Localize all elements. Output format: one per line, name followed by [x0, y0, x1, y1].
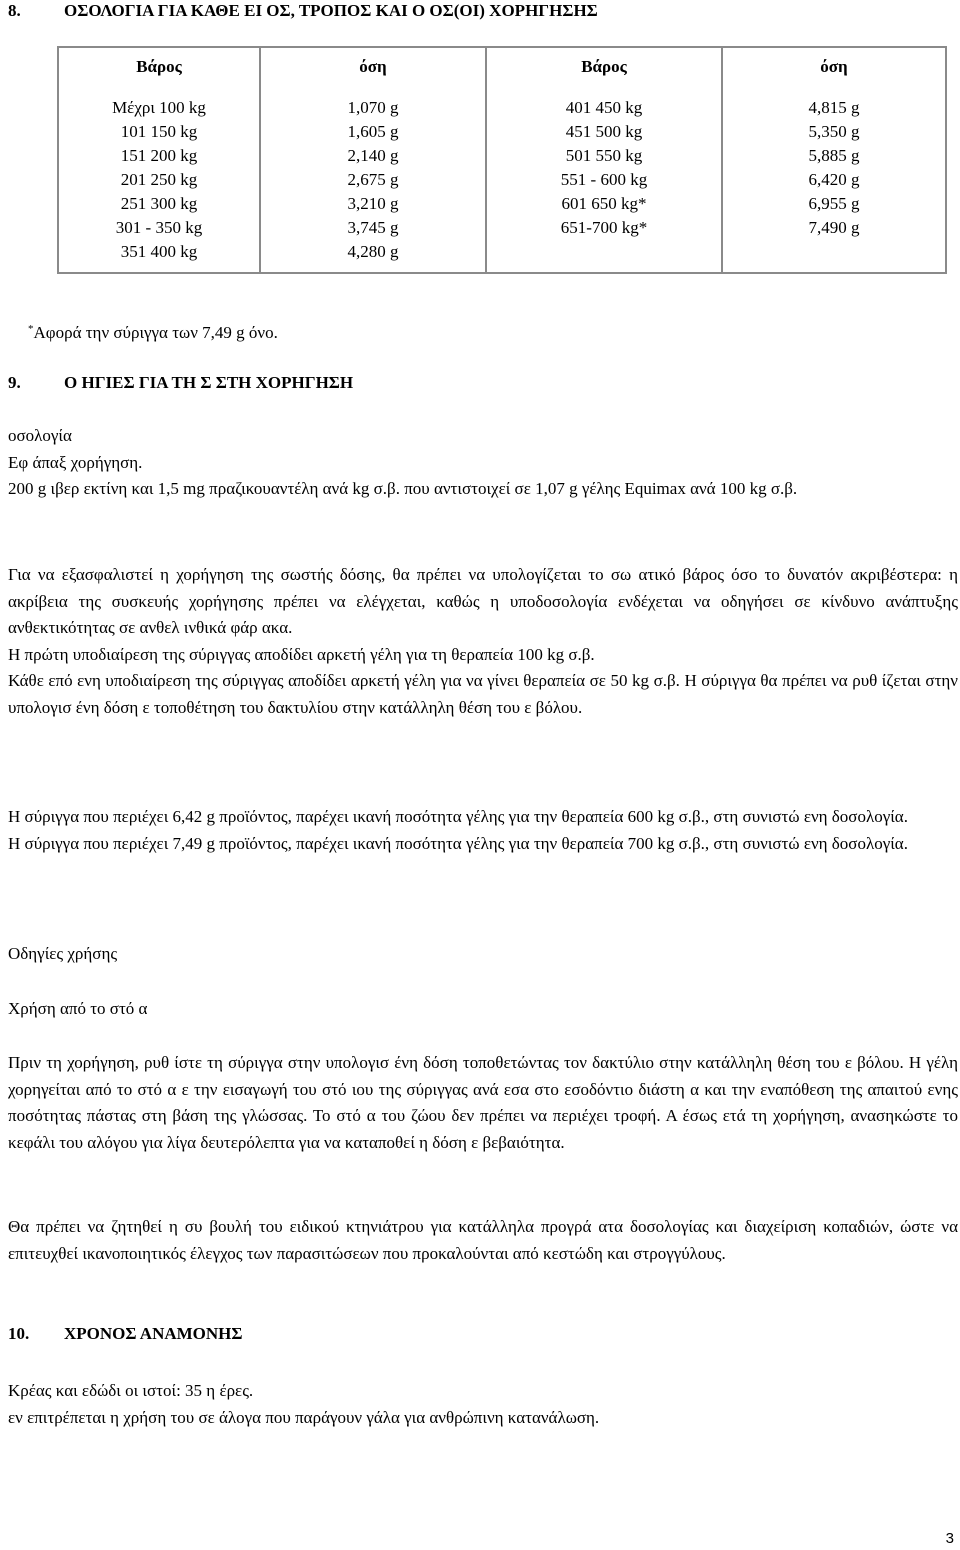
section-10-heading	[8, 1323, 243, 1345]
section-10-title: ΧΡΟΝΟΣ ΑΝΑΜΟΝΗΣ	[64, 1324, 243, 1343]
withdrawal-block	[8, 1378, 958, 1431]
table-cell: 1,070 g	[260, 86, 486, 120]
table-row	[58, 144, 946, 168]
paragraph-syringe-642: Η σύριγγα που περιέχει 6,42 g προϊόντος, παρέχει ικανή ποσότητα γέλης για την θεραπεία 600 kg σ.β., στη συνιστώ ενη δοσολογία.	[8, 807, 908, 826]
table-cell: 601 650 kg*	[486, 192, 722, 216]
section-9-title: Ο ΗΓΙΕΣ ΓΙΑ ΤΗ Σ ΣΤΗ ΧΟΡΗΓΗΣΗ	[64, 373, 354, 392]
paragraph-accuracy: Για να εξασφαλιστεί η χορήγηση της σωστής δόσης, θα πρέπει να υπολογίζεται το σω ατικό βάρος όσο το δυνατόν ακριβέστερα: η ακρίβεια της συσκευής χορήγησης πρέπει να ελέγχεται, καθώς η υποδοσολογία ενδέχεται να οδηγήσει σε κίνδυνο ανάπτυξης ανθεκτικότητας σε ανθελ ινθικά φάρ ακα.	[8, 565, 958, 637]
table-cell: 451 500 kg	[486, 120, 722, 144]
section-8-title: ΟΣΟΛΟΓΙΑ ΓΙΑ ΚΑΘΕ ΕΙ ΟΣ, ΤΡΟΠΟΣ ΚΑΙ Ο ΟΣ(ΟΙ) ΧΟΡΗΓΗΣΗΣ	[64, 1, 598, 20]
dosage-details	[8, 562, 958, 721]
table-cell: 401 450 kg	[486, 86, 722, 120]
table-cell: 201 250 kg	[58, 168, 260, 192]
table-cell: 351 400 kg	[58, 240, 260, 273]
section-9-number: 9.	[8, 373, 21, 392]
table-cell: 7,490 g	[722, 216, 946, 240]
table-cell: 151 200 kg	[58, 144, 260, 168]
section-8-number: 8.	[8, 1, 21, 20]
table-cell: 6,420 g	[722, 168, 946, 192]
table-footnote	[28, 318, 278, 344]
table-cell	[722, 240, 946, 273]
table-cell	[486, 240, 722, 273]
paragraph-each-division: Κάθε επό ενη υποδιαίρεση της σύριγγας αποδίδει αρκετή γέλη για να γίνει θεραπεία σε 50 kg σ.β. Η σύριγγα θα πρέπει να ρυθ ίζεται στην υπολογισ ένη δόση ε τοποθέτηση του δακτυλίου στην κατάλληλη θέση του ε βόλου.	[8, 671, 958, 717]
table-cell: 301 - 350 kg	[58, 216, 260, 240]
table-cell: 551 - 600 kg	[486, 168, 722, 192]
header-weight-1: Βάρος	[58, 47, 260, 86]
table-cell: 4,815 g	[722, 86, 946, 120]
footnote-text: Αφορά την σύριγγα των 7,49 g όνο.	[33, 323, 278, 342]
syringe-capacity	[8, 804, 958, 857]
table-cell: Μέχρι 100 kg	[58, 86, 260, 120]
table-cell: 5,885 g	[722, 144, 946, 168]
table-cell: 651-700 kg*	[486, 216, 722, 240]
table-row	[58, 216, 946, 240]
table-row	[58, 192, 946, 216]
oral-use-heading: Χρήση από το στό α	[8, 999, 148, 1018]
paragraph-first-division: Η πρώτη υποδιαίρεση της σύριγγας αποδίδει αρκετή γέλη για τη θεραπεία 100 kg σ.β.	[8, 644, 595, 664]
dosage-line-1: Εφ άπαξ χορήγηση.	[8, 452, 143, 472]
table-cell: 501 550 kg	[486, 144, 722, 168]
header-weight-2: Βάρος	[486, 47, 722, 86]
header-dose-2: όση	[722, 47, 946, 86]
paragraph-syringe-749: Η σύριγγα που περιέχει 7,49 g προϊόντος, παρέχει ικανή ποσότητα γέλης για την θεραπεία 700 kg σ.β., στη συνιστώ ενη δοσολογία.	[8, 833, 908, 853]
withdrawal-meat: Κρέας και εδώδι οι ιστοί: 35 η έρες.	[8, 1381, 254, 1400]
withdrawal-milk: εν επιτρέπεται η χρήση του σε άλογα που παράγουν γάλα για ανθρώπινη κατανάλωση.	[8, 1407, 600, 1427]
table-row	[58, 120, 946, 144]
table-cell: 4,280 g	[260, 240, 486, 273]
dosage-heading: οσολογία	[8, 426, 72, 445]
instructions-heading: Οδηγίες χρήσης	[8, 944, 118, 963]
table-cell: 5,350 g	[722, 120, 946, 144]
page-number: 3	[945, 1530, 954, 1547]
table-cell: 251 300 kg	[58, 192, 260, 216]
table-row	[58, 240, 946, 273]
table-cell: 1,605 g	[260, 120, 486, 144]
paragraph-vet-advice: Θα πρέπει να ζητηθεί η συ βουλή του ειδικού κτηνιάτρου για κατάλληλα προγρά ατα δοσολογίας και διαχείριση κοπαδιών, ώστε να επιτευχθεί ικανοποιητικός έλεγχος των παρασιτώσεων που προκαλούνται από κεστώδη και στρογγύλους.	[8, 1217, 958, 1263]
table-cell: 3,745 g	[260, 216, 486, 240]
table-cell: 2,140 g	[260, 144, 486, 168]
header-dose-1: όση	[260, 47, 486, 86]
table-row	[58, 86, 946, 120]
table-cell: 3,210 g	[260, 192, 486, 216]
dosage-block	[8, 423, 958, 503]
section-10-number: 10.	[8, 1324, 30, 1343]
footnote-mark: *	[28, 323, 34, 335]
dose-table-header-row	[58, 47, 946, 86]
table-cell: 101 150 kg	[58, 120, 260, 144]
section-8-heading	[8, 0, 598, 22]
table-cell: 2,675 g	[260, 168, 486, 192]
dosage-line-2: 200 g ιβερ εκτίνη και 1,5 mg πραζικουαντέλη ανά kg σ.β. που αντιστοιχεί σε 1,07 g γέλης Equimax ανά 100 kg σ.β.	[8, 479, 798, 498]
table-cell: 6,955 g	[722, 192, 946, 216]
section-9-heading	[8, 372, 353, 394]
table-row	[58, 168, 946, 192]
paragraph-administration: Πριν τη χορήγηση, ρυθ ίστε τη σύριγγα στην υπολογισ ένη δόση τοποθετώντας τον δακτύλιο στην κατάλληλη θέση του ε βόλου. Η γέλη χορηγείται από το στό α ε την εισαγωγή του στό ιου της σύριγγας ανά εσα στο εσοδόντιο διάστη α και την εναπόθεση της απαιτού ενης ποσότητας πάστας στη βάση της γλώσσας. Το στό α του ζώου δεν πρέπει να περιέχει τροφή. Α έσως ετά τη χορήγηση, ανασηκώστε το κεφάλι του αλόγου για λίγα δευτερόλεπτα για να καταποθεί η δόση ε βεβαιότητα.	[8, 1053, 958, 1152]
dose-table	[57, 46, 947, 274]
